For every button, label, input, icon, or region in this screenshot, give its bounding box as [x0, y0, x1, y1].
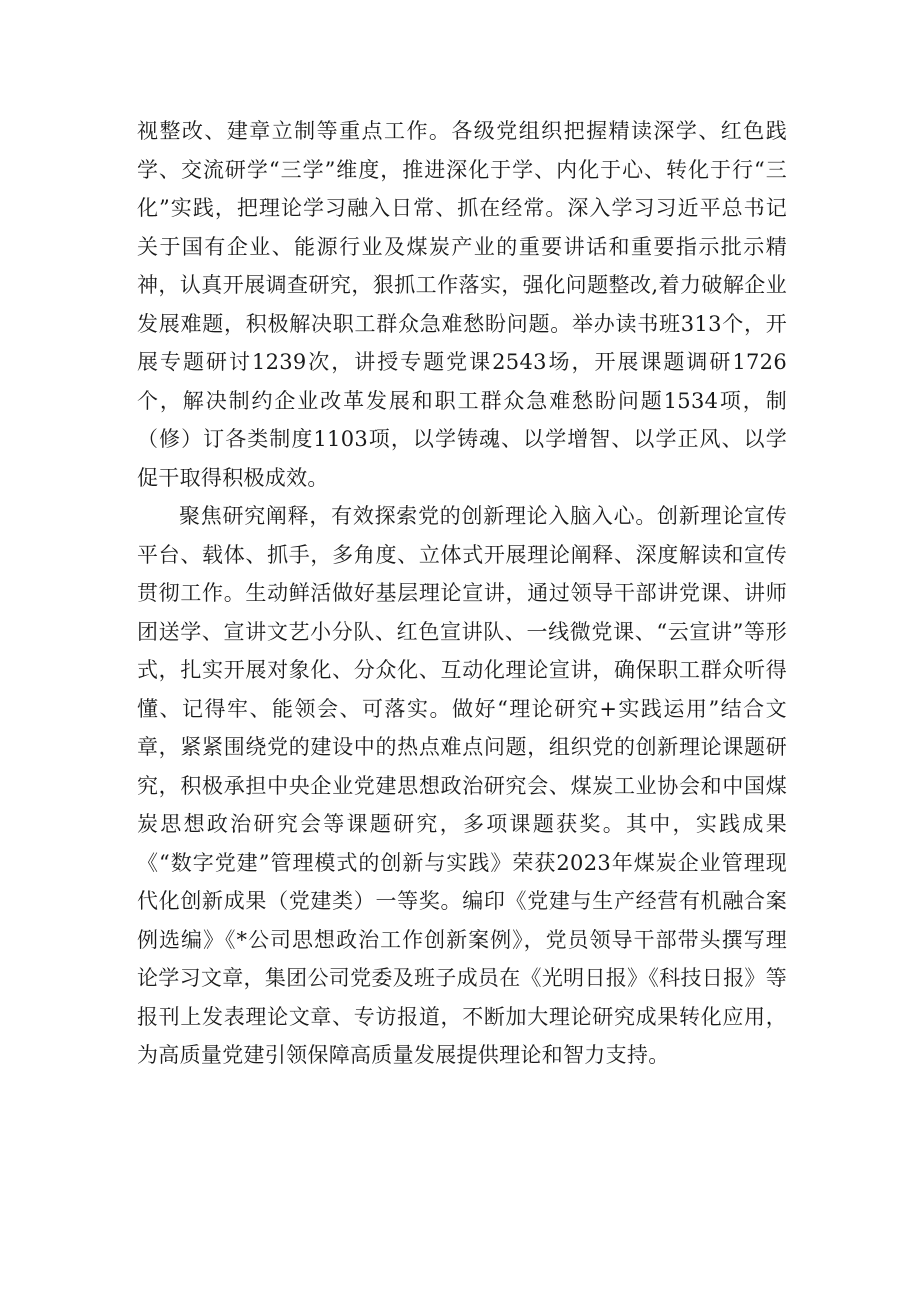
paragraph-research-interpretation: 聚焦研究阐释，有效探索党的创新理论入脑入心。创新理论宣传平台、载体、抓手，多角度、立体式开展理论阐释、深度解读和宣传贯彻工作。生动鲜活做好基层理论宣讲，通过领导干部讲党课、讲师团送学、宣讲文艺小分队、红色宣讲队、一线微党课、“云宣讲”等形式，扎实开展对象化、分众化、互动化理论宣讲，确保职工群众听得懂、记得牢、能领会、可落实。做好“理论研究+实践运用”结合文章，紧紧围绕党的建设中的热点难点问题，组织党的创新理论课题研究，积极承担中央企业党建思想政治研究会、煤炭工业协会和中国煤炭思想政治研究会等课题研究，多项课题获奖。其中，实践成果《“数字党建”管理模式的创新与实践》荣获2023年煤炭企业管理现代化创新成果（党建类）一等奖。编印《党建与生产经营有机融合案例选编》《*公司思想政治工作创新案例》，党员领导干部带头撰写理论学习文章，集团公司党委及班子成员在《光明日报》《科技日报》等报刊上发表理论文章、专访报道，不断加大理论研究成果转化应用，为高质量党建引领保障高质量发展提供理论和智力支持。 — [137, 504, 787, 1067]
document-body — [137, 112, 787, 1075]
paragraph-study-practice: 视整改、建章立制等重点工作。各级党组织把握精读深学、红色践学、交流研学“三学”维度，推进深化于学、内化于心、转化于行“三化”实践，把理论学习融入日常、抓在经常。深入学习习近平总书记关于国有企业、能源行业及煤炭产业的重要讲话和重要指示批示精神，认真开展调查研究，狠抓工作落实，强化问题整改,着力破解企业发展难题，积极解决职工群众急难愁盼问题。举办读书班313个，开展专题研讨1239次，讲授专题党课2543场，开展课题调研1726个，解决制约企业改革发展和职工群众急难愁盼问题1534项，制（修）订各类制度1103项，以学铸魂、以学增智、以学正风、以学促干取得积极成效。 — [137, 119, 787, 490]
